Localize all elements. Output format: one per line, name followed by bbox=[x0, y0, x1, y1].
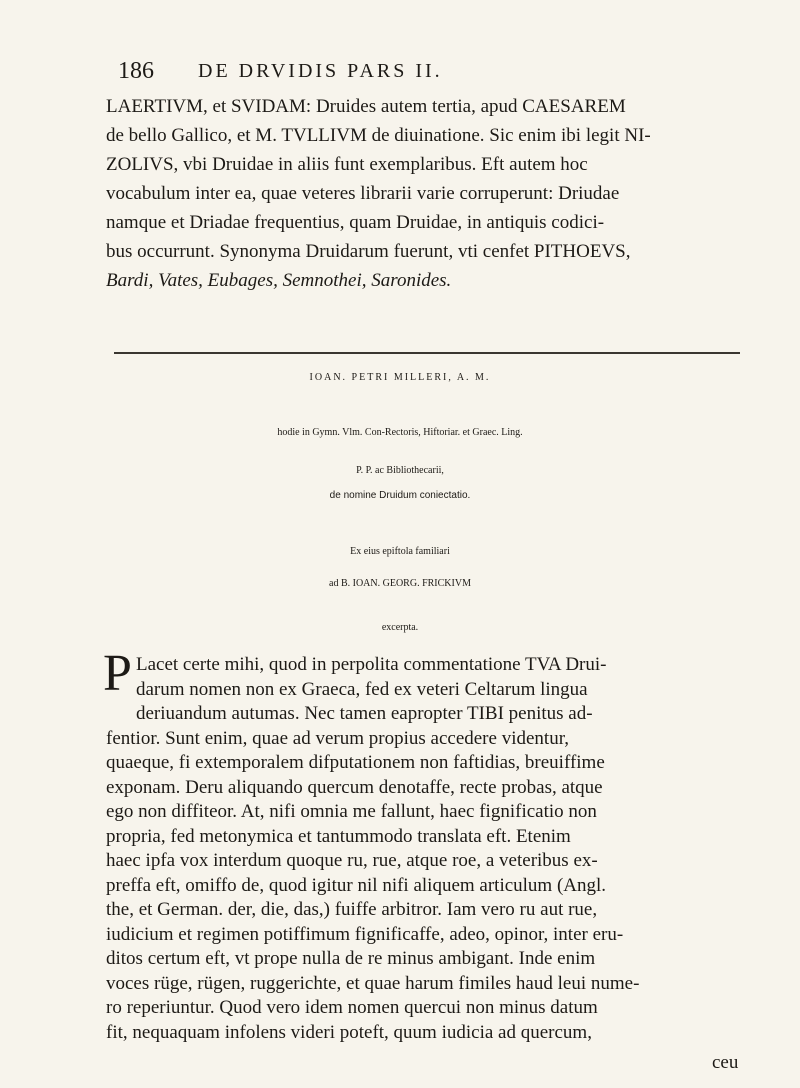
text-line: ro reperiuntur. Quod vero idem nomen quercui non minus datum bbox=[106, 997, 598, 1018]
text-line: propria, fed metonymica et tantummodo translata eft. Etenim bbox=[106, 825, 571, 847]
text-line: LAERTIVM, et SVIDAM: Druides autem tertia, apud CAESAREM bbox=[106, 96, 626, 117]
text-line: iudicium et regimen potiffimum fignificaffe, adeo, opinor, inter eru- bbox=[106, 923, 624, 945]
text-line: vocabulum inter ea, quae veteres librarii varie corruperunt: Driudae bbox=[106, 183, 620, 204]
section-title: de nomine Druidum coniectatio. bbox=[329, 490, 471, 501]
text-line: ditos certum eft, vt prope nulla de re minus ambigant. Inde enim bbox=[106, 948, 596, 969]
text-line: voces rüge, rügen, ruggerichte, et quae harum fimiles haud leui nume- bbox=[106, 972, 640, 994]
running-header bbox=[118, 58, 678, 84]
text-line: haec ipfa vox interdum quoque ru, rue, atque roe, a veteribus ex- bbox=[106, 850, 598, 871]
text-line: fit, nequaquam infolens videri poteft, quum iudicia ad quercum, bbox=[106, 1021, 592, 1043]
text-line: fentior. Sunt enim, quae ad verum propius accedere videntur, bbox=[106, 727, 570, 749]
text-line: preffa eft, omiffo de, quod igitur nil nifi aliquem articulum (Angl. bbox=[106, 874, 607, 896]
text-line: ZOLIVS, vbi Druidae in aliis funt exemplaribus. Eft autem hoc bbox=[106, 154, 588, 175]
text-line: quaeque, fi extemporalem difputationem non faftidias, breuiffime bbox=[106, 752, 605, 773]
author-position-cont: P. P. ac Bibliothecarii, bbox=[356, 465, 444, 476]
text-line: namque et Driadae frequentius, quam Druidae, in antiquis codici- bbox=[106, 212, 605, 233]
excerpt-note: excerpta. bbox=[381, 622, 419, 633]
text-line: the, et German. der, die, das,) fuiffe arbitror. Iam vero ru aut rue, bbox=[106, 899, 598, 920]
recipient: ad B. IOAN. GEORG. FRICKIVM bbox=[329, 578, 471, 589]
running-title: DE DRVIDIS PARS II. bbox=[198, 60, 443, 82]
text-line: ego non diffiteor. At, nifi omnia me fallunt, haec fignificatio non bbox=[106, 801, 597, 822]
text-line: darum nomen non ex Graeca, fed ex veteri Celtarum lingua bbox=[136, 678, 588, 700]
author-position: hodie in Gymn. Vlm. Con-Rectoris, Hiftoriar. et Graec. Ling. bbox=[277, 427, 523, 438]
text-line: deriuandum autumas. Nec tamen eapropter TIBI penitus ad- bbox=[136, 703, 593, 724]
source-note: Ex eius epiftola familiari bbox=[350, 546, 450, 557]
drop-cap: P bbox=[103, 645, 132, 702]
text-line: exponam. Deru aliquando quercum denotaffe, recte probas, atque bbox=[106, 776, 603, 798]
text-line: Lacet certe mihi, quod in perpolita commentatione TVA Drui- bbox=[136, 654, 607, 675]
page-number: 186 bbox=[118, 58, 154, 84]
catchword: ceu bbox=[712, 1052, 739, 1073]
section-author: IOAN. PETRI MILLERI, A. M. bbox=[309, 372, 491, 383]
section-divider bbox=[114, 352, 740, 354]
text-line: Bardi, Vates, Eubages, Semnothei, Saronides. bbox=[106, 270, 452, 291]
text-line: de bello Gallico, et M. TVLLIVM de diuinatione. Sic enim ibi legit NI- bbox=[106, 125, 651, 146]
text-line: bus occurrunt. Synonyma Druidarum fuerunt, vti cenfet PITHOEVS, bbox=[106, 241, 631, 262]
